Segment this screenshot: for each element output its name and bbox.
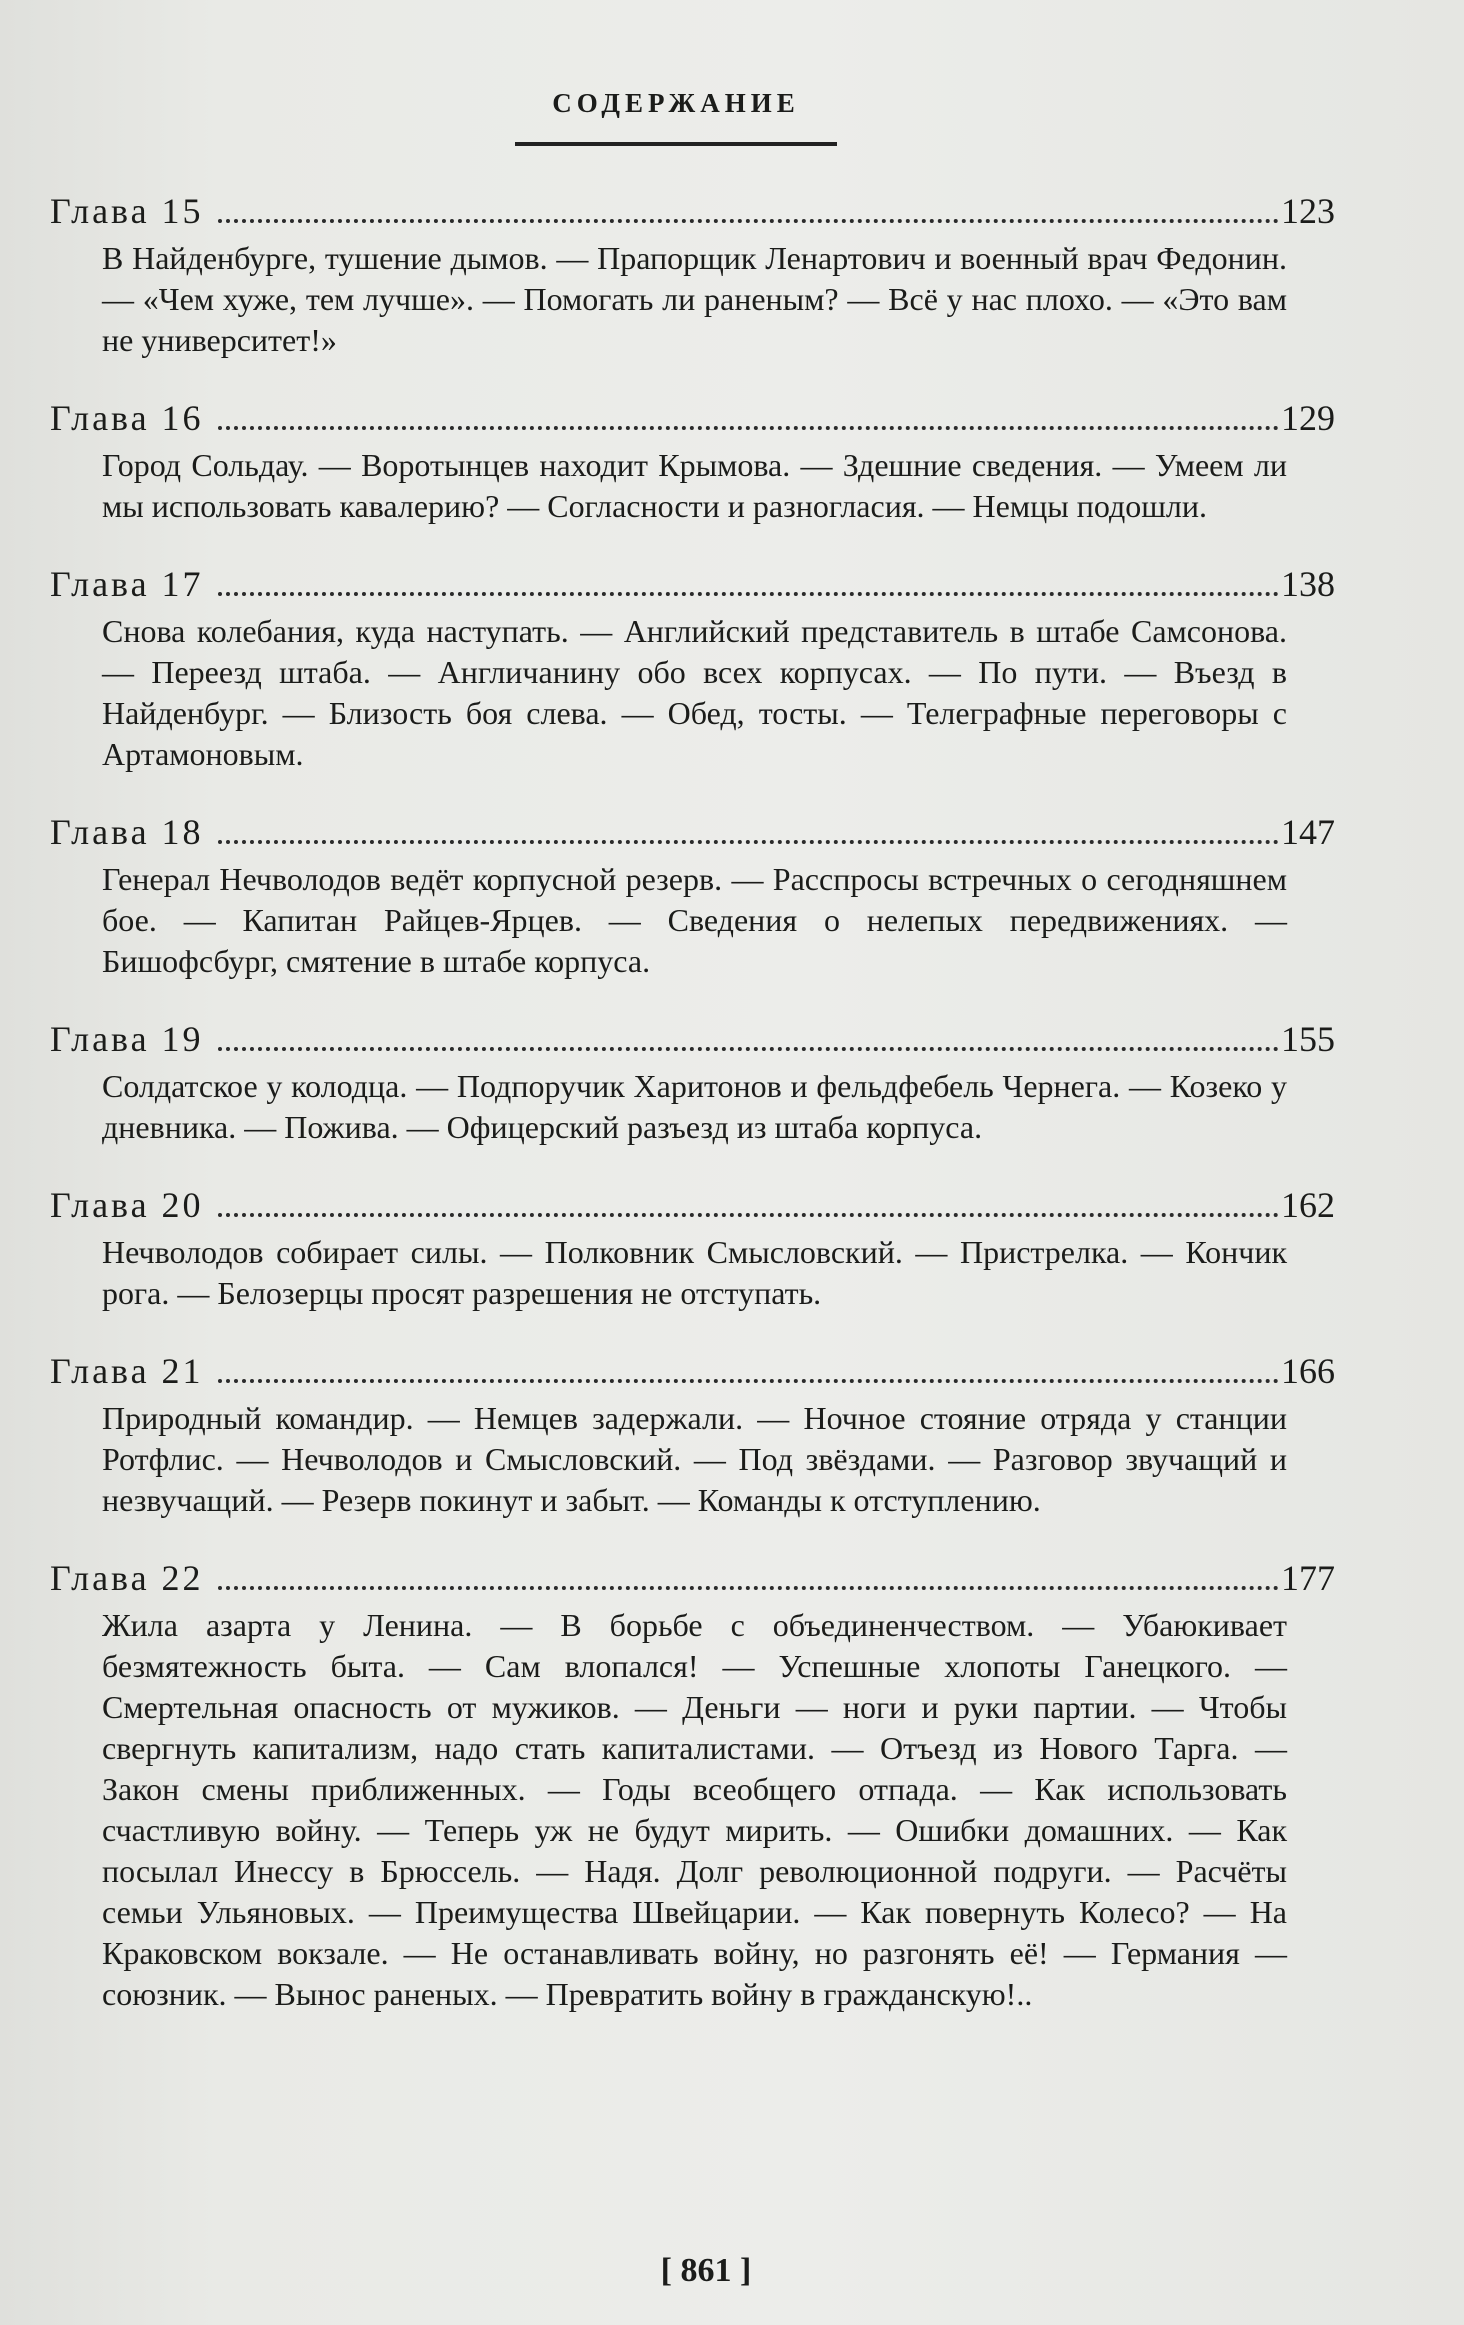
- page-number: 162: [1281, 1185, 1335, 1225]
- folio-page-number: [ 861 ]: [660, 2252, 752, 2289]
- page-number: 123: [1281, 191, 1335, 231]
- toc-entry-heading: [50, 1557, 1335, 1599]
- chapter-label: Глава 16: [50, 398, 204, 438]
- page-number: 129: [1281, 398, 1335, 438]
- toc-entry-heading: [50, 190, 1335, 232]
- chapter-label: Глава 21: [50, 1351, 204, 1391]
- chapter-summary: Город Сольдау. — Воротынцев находит Крымова. — Здешние сведения. — Умеем ли мы использовать кавалерию? — Согласности и разногласия. — Немцы подошли.: [102, 447, 1287, 524]
- dot-leader: [218, 1047, 1279, 1051]
- toc-entry-chapter-22: [50, 1557, 1335, 2015]
- toc-entry-heading: [50, 811, 1335, 853]
- chapter-label: Глава 20: [50, 1185, 204, 1225]
- dot-leader: [218, 1213, 1279, 1217]
- toc-entry-chapter-17: [50, 563, 1335, 775]
- dot-leader: [218, 1586, 1279, 1590]
- chapter-label: Глава 19: [50, 1019, 204, 1059]
- title-underline: [515, 142, 837, 146]
- dot-leader: [218, 840, 1279, 844]
- chapter-summary: Жила азарта у Ленина. — В борьбе с объединенчеством. — Убаюкивает безмятежность быта. — Сам влопался! — Успешные хлопоты Ганецкого. — Смертельная опасность от мужиков. — Деньги — ноги и руки партии. — Чтобы свергнуть капитализм, надо стать капиталистами. — Отъезд из Нового Тарга. — Закон смены приближенных. — Годы всеобщего отпада. — Как использовать счастливую войну. — Теперь уж не будут мирить. — Ошибки домашних. — Как посылал Инессу в Брюссель. — Надя. Долг революционной подруги. — Расчёты семьи Ульяновых. — Преимущества Швейцарии. — Как повернуть Колесо? — На Краковском вокзале. — Не останавливать войну, но разгонять её! — Германия — союзник. — Вынос раненых. — Превратить войну в гражданскую!..: [102, 1607, 1287, 2012]
- chapter-label: Глава 22: [50, 1558, 204, 1598]
- chapter-summary: Снова колебания, куда наступать. — Английский представитель в штабе Самсонова. — Переезд штаба. — Англичанину обо всех корпусах. — По пути. — Въезд в Найденбург. — Близость боя слева. — Обед, тосты. — Телеграфные переговоры с Артамоновым.: [102, 613, 1287, 772]
- chapter-label: Глава 15: [50, 191, 204, 231]
- page-title: СОДЕРЖАНИЕ: [552, 88, 800, 118]
- dot-leader: [218, 426, 1279, 430]
- toc-entry-chapter-16: [50, 397, 1335, 527]
- chapter-summary: Природный командир. — Немцев задержали. — Ночное стояние отряда у станции Ротфлис. — Нечволодов и Смысловский. — Под звёздами. — Разговор звучащий и незвучащий. — Резерв покинут и забыт. — Команды к отступлению.: [102, 1400, 1287, 1518]
- dot-leader: [218, 219, 1279, 223]
- page-number: 177: [1281, 1558, 1335, 1598]
- toc-entry-heading: [50, 1184, 1335, 1226]
- dot-leader: [218, 592, 1279, 596]
- toc-entry-chapter-18: [50, 811, 1335, 982]
- chapter-summary: Нечволодов собирает силы. — Полковник Смысловский. — Пристрелка. — Кончик рога. — Белозерцы просят разрешения не отступать.: [102, 1234, 1287, 1311]
- toc-entry-heading: [50, 1018, 1335, 1060]
- table-of-contents: [50, 190, 1335, 2051]
- chapter-label: Глава 18: [50, 812, 204, 852]
- chapter-summary: В Найденбурге, тушение дымов. — Прапорщик Ленартович и военный врач Федонин. — «Чем хуже, тем лучше». — Помогать ли раненым? — Всё у нас плохо. — «Это вам не университет!»: [102, 240, 1287, 358]
- toc-entry-chapter-20: [50, 1184, 1335, 1314]
- chapter-summary: Генерал Нечволодов ведёт корпусной резерв. — Расспросы встречных о сегодняшнем бое. — Капитан Райцев-Ярцев. — Сведения о нелепых передвижениях. — Бишофсбург, смятение в штабе корпуса.: [102, 861, 1287, 979]
- page-number: 155: [1281, 1019, 1335, 1059]
- chapter-summary: Солдатское у колодца. — Подпоручик Харитонов и фельдфебель Чернега. — Козеко у дневника. — Пожива. — Офицерский разъезд из штаба корпуса.: [102, 1068, 1287, 1145]
- toc-entry-heading: [50, 1350, 1335, 1392]
- page-number: 138: [1281, 564, 1335, 604]
- chapter-label: Глава 17: [50, 564, 204, 604]
- toc-entry-chapter-21: [50, 1350, 1335, 1521]
- dot-leader: [218, 1379, 1279, 1383]
- toc-entry-heading: [50, 563, 1335, 605]
- toc-entry-chapter-15: [50, 190, 1335, 361]
- toc-entry-chapter-19: [50, 1018, 1335, 1148]
- page-number: 147: [1281, 812, 1335, 852]
- page-number: 166: [1281, 1351, 1335, 1391]
- toc-entry-heading: [50, 397, 1335, 439]
